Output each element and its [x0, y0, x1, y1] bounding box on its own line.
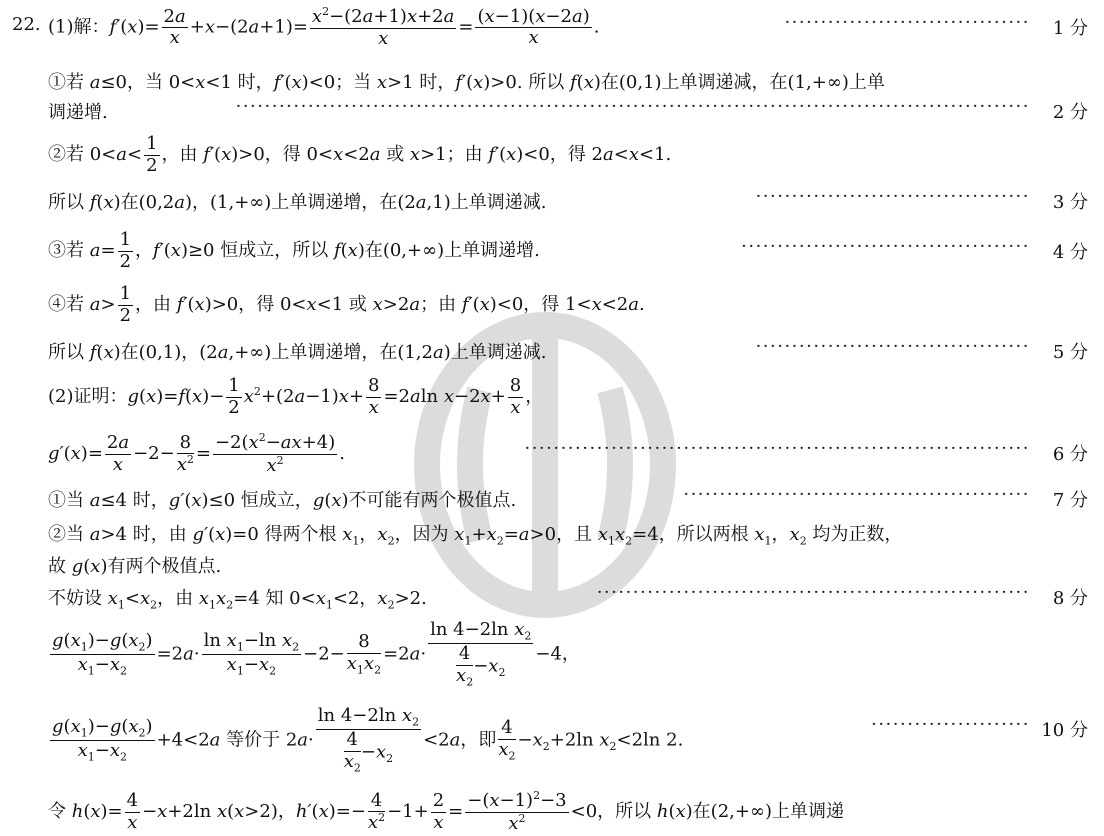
score-1: 1 分	[1052, 18, 1088, 39]
line-2-content: ①若 a≤0，当 0<x<1 时，f′(x)<0；当 x>1 时，f′(x)>0. 所以 f(x)在(0,1)上单调递减，在(1,+∞)上单	[48, 72, 885, 93]
score-5: 3 分	[1052, 192, 1088, 213]
score-8: 5 分	[1052, 342, 1088, 363]
line-14-content: 不妨设 $x_1<x_2$，由 $x_1x_2=4$ 知 $0<x_1<2$，$x_2>2$.	[48, 588, 427, 612]
dots-10: ······································································	[524, 438, 1030, 459]
dots-5: ······································	[755, 186, 1030, 207]
dots-8: ······································	[755, 336, 1030, 357]
score-16: 10 分	[1041, 720, 1088, 741]
line-15-content: $\frac{g(x_1)-g(x_2)}{x_1-x_2}$ =2a· $\frac{\ln x_1-\ln x_2}{x_1-x_2}$ −2− $\frac{8}{x_1x_2}$ =2a· ln 4−2ln $x_2$ $\frac{4}{x_2}$ $-x_2$ −4，	[52, 619, 580, 689]
score-10: 6 分	[1052, 444, 1088, 465]
line-12-content: ②当 a>4 时，由 g′(x)=0 得两个根 $x_1$，$x_2$，因为 $x_1+x_2=a>0$，且 $x_1x_2=4$，所以两根 $x_1$，$x_2$ 均为正数，	[48, 524, 903, 548]
line-1-content: (1)解：f′(x)= $\frac{2a}{x}$ +x−(2a+1)= $\frac{x^2-(2a+1)x+2a}{x}$ = $\frac{(x-1)(x-2a)}{x}$ .	[48, 5, 600, 49]
score-14: 8 分	[1052, 588, 1088, 609]
dots-3: ··············································································································	[235, 96, 1030, 117]
line-3-content: 调递增.	[48, 102, 108, 123]
line-17-content: 令 h(x)= $\frac{4}{x}$ −x+2ln x(x>2)，h′(x)=− $\frac{4}{x^2}$ −1+ $\frac{2}{x}$ = $\frac{-(x-1)^2-3}{x^2}$ <0，所以 h(x)在(2,+∞)上单调递	[48, 789, 844, 834]
line-16-content: $\frac{g(x_1)-g(x_2)}{x_1-x_2}$ +4<2a 等价于 2a· ln 4−2ln $x_2$ $\frac{4}{x_2}$ $-x_2$ <2a，即 $\frac{4}{x_2}$ $-x_2+2\ln$ $x_2<2\ln$ 2.	[52, 705, 684, 775]
dots-11: ················································	[683, 484, 1030, 505]
score-11: 7 分	[1052, 490, 1088, 511]
line-7-content: ④若 a> $\frac{1}{2}$ ，由 f′(x)>0，得 0<x<1 或 x>2a；由 f′(x)<0，得 1<x<2a.	[48, 283, 645, 326]
line-11-content: ①当 a≤4 时，g′(x)≤0 恒成立，g(x)不可能有两个极值点.	[48, 490, 517, 511]
line-4-content: ②若 0<a< $\frac{1}{2}$ ，由 f′(x)>0，得 0<x<2a 或 x>1；由 f′(x)<0，得 2a<x<1.	[48, 133, 672, 176]
line-8-content: 所以 f(x)在(0,1)，(2a,+∞)上单调递增，在(1,2a)上单调递减.	[48, 342, 547, 363]
line-6-content: ③若 a= $\frac{1}{2}$ ，f′(x)≥0 恒成立，所以 f(x)在(0,+∞)上单调递增.	[48, 229, 540, 272]
line-10-content: g′(x)= $\frac{2a}{x}$ −2− $\frac{8}{x^2}$ = $\frac{-2(x^2-ax+4)}{x^2}$ .	[48, 431, 345, 476]
problem-number: 22.	[12, 14, 41, 35]
dots-14: ····························································	[596, 582, 1030, 603]
score-3: 2 分	[1052, 102, 1088, 123]
line-9-content: (2)证明：g(x)=f(x)− $\frac{1}{2}$ $x^2+(2a-1)x+$ $\frac{8}{x}$ =2aln x−2x+ $\frac{8}{x}$ ，	[48, 375, 544, 418]
dots-16: ······················	[871, 714, 1030, 735]
dots-1: ··································	[784, 12, 1030, 33]
score-6: 4 分	[1052, 242, 1088, 263]
dots-6: ········································	[741, 236, 1030, 257]
line-5-content: 所以 f(x)在(0,2a)，(1,+∞)上单调递增，在(2a,1)上单调递减.	[48, 192, 547, 213]
line-13-content: 故 g(x)有两个极值点.	[48, 556, 222, 577]
